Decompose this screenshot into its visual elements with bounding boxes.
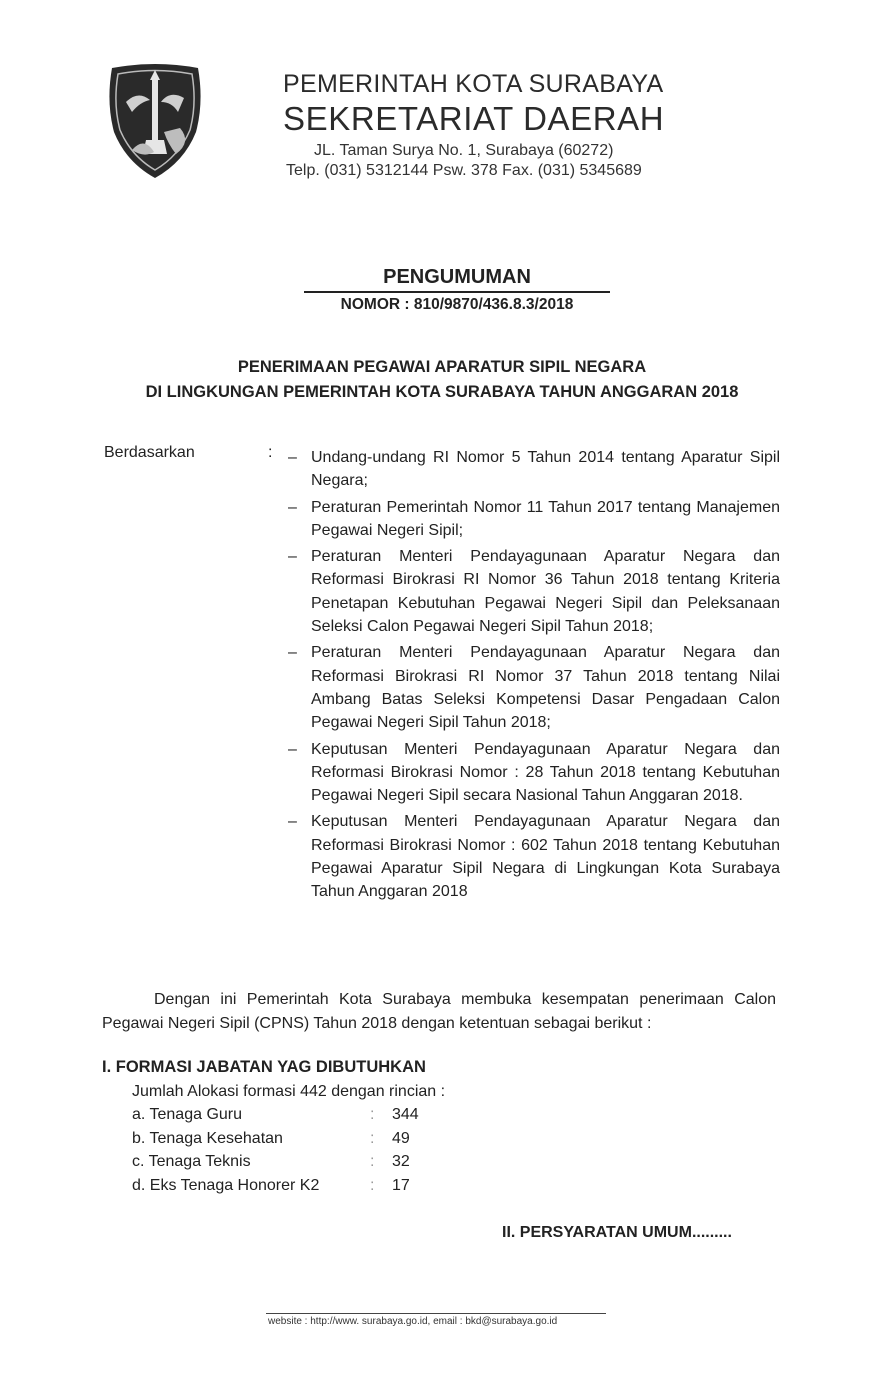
- next-section-catchword: II. PERSYARATAN UMUM.........: [502, 1224, 732, 1241]
- section-1-heading: I. FORMASI JABATAN YAG DIBUTUHKAN: [102, 1058, 426, 1076]
- title-underline: [304, 291, 610, 293]
- opening-paragraph: Dengan ini Pemerintah Kota Surabaya membuka kesempatan penerimaan Calon Pegawai Negeri Sipil (CPNS) Tahun 2018 dengan ketentuan sebagai berikut :: [102, 991, 776, 1032]
- subject-line-1: PENERIMAAN PEGAWAI APARATUR SIPIL NEGARA: [237, 358, 647, 376]
- section-1-intro: Jumlah Alokasi formasi 442 dengan rincian :: [132, 1083, 446, 1100]
- basis-colon: :: [268, 444, 273, 461]
- allocation-row: c. Tenaga Teknis : 32: [132, 1153, 410, 1170]
- surabaya-emblem-logo: [106, 62, 204, 180]
- formation-allocation-list: [132, 1106, 432, 1200]
- government-name: PEMERINTAH KOTA SURABAYA: [283, 70, 664, 98]
- subject-line-2: DI LINGKUNGAN PEMERINTAH KOTA SURABAYA TAHUN ANGGARAN 2018: [145, 383, 739, 401]
- legal-basis-list: [288, 446, 780, 907]
- list-item: – Keputusan Menteri Pendayagunaan Aparatur Negara dan Reformasi Birokrasi Nomor : 28 Tahun 2018 tentang Kebutuhan Pegawai Negeri Sipil secara Nasional Tahun Anggaran 2018.: [288, 740, 780, 805]
- basis-label: Berdasarkan: [104, 444, 195, 461]
- allocation-row: b. Tenaga Kesehatan : 49: [132, 1129, 410, 1147]
- allocation-row: a. Tenaga Guru : 344: [132, 1106, 419, 1123]
- announcement-title: PENGUMUMAN: [383, 266, 531, 288]
- list-item: – Undang-undang RI Nomor 5 Tahun 2014 tentang Aparatur Sipil Negara;: [288, 449, 780, 490]
- list-item: – Peraturan Menteri Pendayagunaan Aparatur Negara dan Reformasi Birokrasi RI Nomor 36 Tahun 2018 tentang Kriteria Penetapan Kebutuhan Pegawai Negeri Sipil dan Peleksanaan Seleksi Calon Pegawai Negeri Sipil Tahun 2018;: [288, 548, 780, 636]
- list-item: – Keputusan Menteri Pendayagunaan Aparatur Negara dan Reformasi Birokrasi Nomor : 602 Tahun 2018 tentang Kebutuhan Pegawai Aparatur Sipil Negara di Lingkungan Kota Surabaya Tahun Anggaran 2018: [288, 813, 780, 901]
- announcement-number: NOMOR : 810/9870/436.8.3/2018: [340, 296, 574, 313]
- footer-contact: website : http://www. surabaya.go.id, email : bkd@surabaya.go.id: [268, 1316, 558, 1327]
- list-item: – Peraturan Menteri Pendayagunaan Aparatur Negara dan Reformasi Birokrasi RI Nomor 37 Tahun 2018 tentang Nilai Ambang Batas Seleksi Kompetensi Dasar Pengadaan Calon Pegawai Negeri Sipil Tahun 2018;: [288, 644, 780, 732]
- footer-rule: [266, 1313, 606, 1314]
- office-phone: Telp. (031) 5312144 Psw. 378 Fax. (031) 5345689: [286, 162, 642, 179]
- allocation-row: d. Eks Tenaga Honorer K2 : 17: [132, 1176, 410, 1194]
- office-name: SEKRETARIAT DAERAH: [283, 100, 665, 137]
- list-item: – Peraturan Pemerintah Nomor 11 Tahun 2017 tentang Manajemen Pegawai Negeri Sipil;: [288, 498, 780, 539]
- office-address: JL. Taman Surya No. 1, Surabaya (60272): [314, 142, 614, 159]
